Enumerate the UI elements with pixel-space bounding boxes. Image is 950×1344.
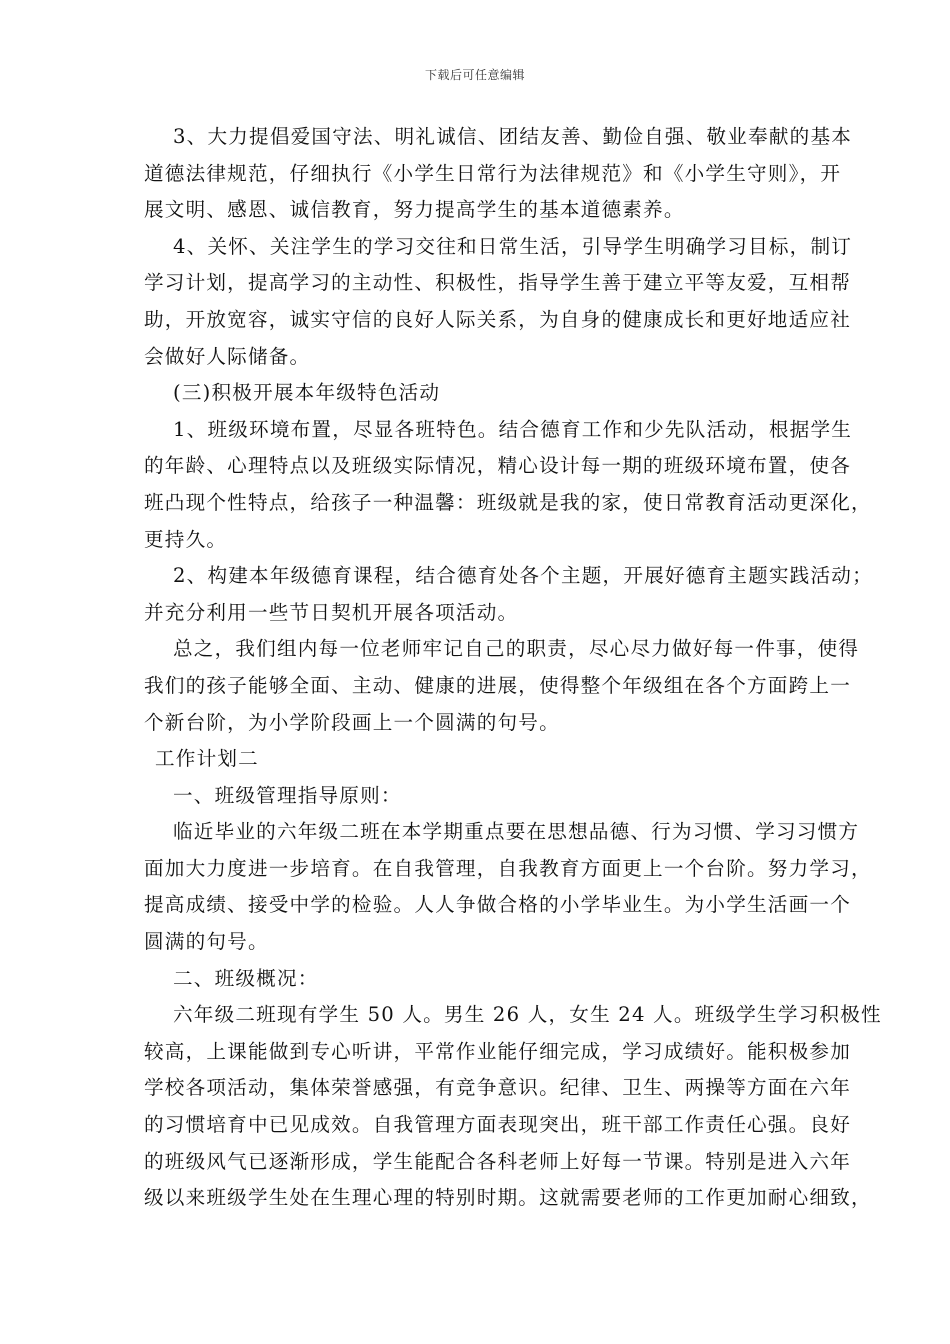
text-line: 并充分利用一些节日契机开展各项活动。 [144,600,519,624]
text-line: 一、班级管理指导原则： [173,783,402,807]
text-line: 展文明、感恩、诚信教育，努力提高学生的基本道德素养。 [144,198,685,222]
text-line: 道德法律规范，仔细执行《小学生日常行为法律规范》和《小学生守则》，开 [144,161,842,185]
text-line: 的班级风气已逐渐形成，学生能配合各科老师上好每一节课。特别是进入六年 [144,1149,851,1173]
text-line: 临近毕业的六年级二班在本学期重点要在思想品德、行为习惯、学习习惯方 [173,820,860,844]
text-line: 更持久。 [144,527,228,551]
text-line: 助，开放宽容，诚实守信的良好人际关系，为自身的健康成长和更好地适应社 [144,307,851,331]
text-line: 学校各项活动，集体荣誉感强，有竞争意识。纪律、卫生、两操等方面在六年 [144,1076,851,1100]
text-line: 我们的孩子能够全面、主动、健康的进展，使得整个年级组在各个方面跨上一 [144,673,851,697]
text-line: 会做好人际储备。 [144,344,311,368]
text-line: 面加大力度进一步培育。在自我管理，自我教育方面更上一个台阶。努力学习， [144,856,872,880]
text-line: 圆满的句号。 [144,930,269,954]
text-line: 六年级二班现有学生 50 人。男生 26 人，女生 24 人。班级学生学习积极性 [173,1003,882,1027]
text-line: 二、班级概况： [173,966,319,990]
text-line: (三)积极开展本年级特色活动 [173,381,441,405]
text-line: 总之，我们组内每一位老师牢记自己的职责，尽心尽力做好每一件事，使得 [173,637,860,661]
text-line: 班凸现个性特点，给孩子一种温馨：班级就是我的家，使日常教育活动更深化， [144,490,872,514]
text-line: 工作计划二 [155,747,259,771]
page-header: 下载后可任意编辑 [424,68,525,82]
text-line: 2、构建本年级德育课程，结合德育处各个主题，开展好德育主题实践活动； [173,564,873,588]
text-line: 3、大力提倡爱国守法、明礼诚信、团结友善、勤俭自强、敬业奉献的基本 [173,125,853,148]
text-line: 1、班级环境布置，尽显各班特色。结合德育工作和少先队活动，根据学生 [173,417,853,441]
text-line: 4、关怀、关注学生的学习交往和日常生活，引导学生明确学习目标，制订 [173,234,853,258]
text-line: 较高，上课能做到专心听讲，平常作业能仔细完成，学习成绩好。能积极参加 [144,1039,851,1063]
text-line: 级以来班级学生处在生理心理的特别时期。这就需要老师的工作更加耐心细致， [144,1186,872,1210]
text-line: 的习惯培育中已见成效。自我管理方面表现突出，班干部工作责任心强。良好 [144,1113,851,1137]
text-line: 的年龄、心理特点以及班级实际情况，精心设计每一期的班级环境布置，使各 [144,454,851,478]
text-line: 个新台阶，为小学阶段画上一个圆满的句号。 [144,710,560,734]
document-body [144,119,882,1217]
text-line: 提高成绩、接受中学的检验。人人争做合格的小学毕业生。为小学生活画一个 [144,893,851,917]
text-line: 学习计划，提高学习的主动性、积极性，指导学生善于建立平等友爱，互相帮 [144,271,851,295]
